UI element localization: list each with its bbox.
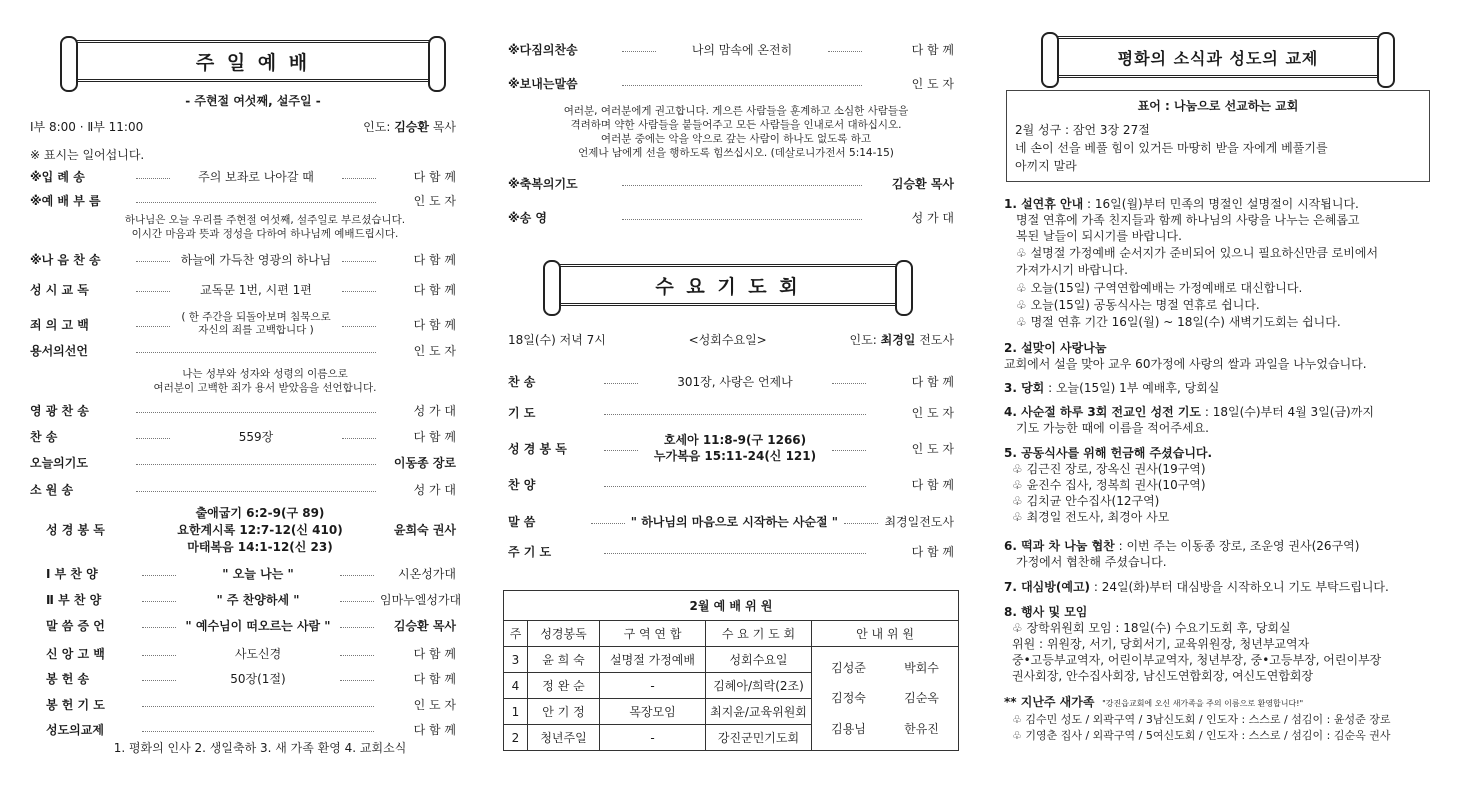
call-note-2: 이시간 마음과 뜻과 정성을 다하여 하나님께 예배드립시다. <box>131 228 399 240</box>
order-role: 인 도 자 <box>911 406 954 420</box>
wednesday-title: 수 요 기 도 회 <box>549 264 907 306</box>
new-family-head: ** 지난주 새가족 "강진읍교회에 오신 새가족을 주의 이름으로 환영합니다!" <box>1004 695 1304 709</box>
order-row <box>30 342 456 359</box>
order-row <box>46 565 456 582</box>
dot-leader <box>136 178 170 179</box>
dot-leader <box>142 575 176 576</box>
duty-reader: 정 완 순 <box>528 673 600 699</box>
order-content: " 예수님이 떠오르는 사람 " <box>185 619 331 633</box>
dot-leader <box>340 680 374 681</box>
order-role: 다 함 께 <box>413 672 456 686</box>
scripture-3: 마태복음 14:1-12(신 23) <box>187 540 333 554</box>
order-row <box>508 432 954 464</box>
order-label: 말 씀 증 언 <box>46 619 105 633</box>
order-label: 기 도 <box>508 406 536 420</box>
dot-leader <box>142 655 176 656</box>
dot-leader <box>604 414 866 415</box>
leader-name: 김승환 <box>394 120 429 134</box>
order-label: 성 경 봉 독 <box>508 441 567 456</box>
dot-leader <box>340 601 374 602</box>
order-label: 봉 헌 기 도 <box>46 698 105 712</box>
stand-note: ※ 표시는 일어섭니다. <box>30 148 145 162</box>
order-role: 성 가 대 <box>413 483 456 497</box>
duty-week: 4 <box>504 673 528 699</box>
dot-leader <box>342 326 376 327</box>
order-role: 인 도 자 <box>413 194 456 208</box>
dot-leader <box>622 219 862 220</box>
duty-district: - <box>600 673 706 699</box>
order-role: 다 함 께 <box>413 430 456 444</box>
dot-leader <box>142 731 374 732</box>
dot-leader <box>340 575 374 576</box>
order-content: 교독문 1번, 시편 1편 <box>200 283 312 297</box>
pardon-note-2: 여러분이 고백한 죄가 용서 받았음을 선언합니다. <box>153 382 377 394</box>
order-role: 다 함 께 <box>911 478 954 492</box>
dot-leader <box>136 291 170 292</box>
duty-header-reader: 성경봉독 <box>528 621 600 647</box>
news-item-1-line <box>1016 280 1302 297</box>
order-label: Ⅰ 부 찬 양 <box>46 567 98 581</box>
news-item-1-line <box>1016 297 1260 314</box>
order-row <box>30 402 456 419</box>
news-item-1-line <box>1016 228 1182 245</box>
news-item-1-text: ♧ 오늘(15일) 공동식사는 명절 연휴로 쉽니다. <box>1016 298 1260 312</box>
leader-title: 목사 <box>432 120 456 134</box>
scripture-2: 요한계시록 12:7-12(신 410) <box>177 523 343 537</box>
duty-wednesday: 최지윤/교육위원회 <box>706 699 812 725</box>
order-row <box>46 645 456 662</box>
order-content: 559장 <box>238 430 274 444</box>
order-row <box>46 696 456 713</box>
news-item-1-line <box>1016 245 1378 262</box>
usher-a-3: 김용님 <box>831 721 866 736</box>
news-item-1-text: 가져가시기 바랍니다. <box>1016 263 1128 277</box>
order-role: 김승환 목사 <box>891 177 954 191</box>
order-label: 찬 송 <box>30 430 58 444</box>
dot-leader <box>622 85 862 86</box>
news-item-5-head: 5. 공동식사를 위해 헌금해 주셨습니다. <box>1004 446 1213 460</box>
usher-b-3: 한유진 <box>904 721 939 736</box>
duty-week: 3 <box>504 647 528 673</box>
order-content-line: 호세아 11:8-9(구 1266) <box>663 433 807 447</box>
dot-leader <box>591 523 625 524</box>
usher-b-2: 김순옥 <box>904 691 939 706</box>
order-label: ※예 배 부 름 <box>30 194 101 208</box>
order-label: 성도의교제 <box>46 723 104 737</box>
dot-leader <box>832 450 866 451</box>
usher-a-2: 김정숙 <box>831 691 866 706</box>
news-item-4-text: 기도 가능한 때에 이름을 적어주세요. <box>1016 421 1209 435</box>
order-role: 김승환 목사 <box>393 619 456 633</box>
order-role: 다 함 께 <box>413 253 456 267</box>
dot-leader <box>342 261 376 262</box>
order-role: 다 함 께 <box>413 647 456 661</box>
dot-leader <box>136 261 170 262</box>
order-row <box>508 404 954 421</box>
service-times: Ⅰ부 8:00 · Ⅱ부 11:00 <box>30 120 144 134</box>
duty-district: - <box>600 725 706 751</box>
sending-text-2: 격려하며 약한 사람들을 붙들어주고 모든 사람들을 인내로서 대하십시오. <box>570 119 902 131</box>
duty-header-district: 구 역 연 합 <box>600 621 706 647</box>
order-role: 다 함 께 <box>911 375 954 389</box>
order-row <box>46 721 456 738</box>
duty-title: 2월 예 배 위 원 <box>504 591 959 621</box>
duty-table <box>503 590 959 751</box>
order-row <box>508 543 954 560</box>
news-item-5-c: ♧ 김치균 안수집사(12구역) <box>1012 494 1160 508</box>
usher-b-1: 박회수 <box>904 661 939 676</box>
order-row <box>30 192 456 209</box>
motto: 표어 : 나눔으로 선교하는 교회 <box>1137 99 1299 113</box>
leader-label: 인도: <box>363 120 391 134</box>
scripture-label: 성 경 봉 독 <box>46 523 105 537</box>
order-role: 인 도 자 <box>413 698 456 712</box>
sunday-time-row <box>30 118 456 135</box>
dot-leader <box>142 601 176 602</box>
order-label: 말 씀 <box>508 515 536 529</box>
order-row <box>30 454 456 471</box>
order-row <box>46 670 456 687</box>
dot-leader <box>844 523 878 524</box>
dot-leader <box>340 627 374 628</box>
sending-text-3: 여러분 중에는 악을 악으로 갚는 사람이 하나도 없도록 하고 <box>600 133 872 145</box>
dot-leader <box>136 464 376 465</box>
news-title: 평화의 소식과 성도의 교제 <box>1047 36 1389 78</box>
news-item-8-b: 위원 : 위원장, 서기, 당회서기, 교육위원장, 청년부교역자 <box>1012 637 1310 651</box>
news-item-1-line <box>1004 196 1359 213</box>
sending-text-1: 여러분, 여러분에게 권고합니다. 게으른 사람들을 훈계하고 소심한 사람들을 <box>563 105 909 117</box>
order-row <box>508 373 954 390</box>
order-row <box>30 311 456 337</box>
order-role: 다 함 께 <box>413 170 456 184</box>
news-item-5-d: ♧ 최경일 전도사, 최경아 사모 <box>1012 510 1170 524</box>
order-label: ※보내는말씀 <box>508 77 578 91</box>
order-row <box>30 251 456 268</box>
news-item-6: 6. 떡과 차 나눔 협찬 : 이번 주는 이동종 장로, 조운영 권사(26구역) <box>1004 539 1360 553</box>
order-role: 인 도 자 <box>413 344 456 358</box>
order-role: 인 도 자 <box>911 441 954 456</box>
dot-leader <box>142 706 374 707</box>
dot-leader <box>622 51 656 52</box>
order-label: 성 시 교 독 <box>30 283 89 297</box>
order-row <box>30 428 456 445</box>
dot-leader <box>604 450 638 451</box>
order-label: ※축복의기도 <box>508 177 578 191</box>
sending-text-4: 언제나 남에게 선을 행하도록 힘쓰십시오. (데살로니가전서 5:14-15) <box>578 147 894 159</box>
order-content-line: 누가복음 15:11-24(신 121) <box>653 449 817 463</box>
duty-wednesday: 성회수요일 <box>706 647 812 673</box>
order-row <box>508 41 954 58</box>
order-role: 임마누엘성가대 <box>380 593 462 607</box>
news-item-5-b: ♧ 윤진수 집사, 정복희 권사(10구역) <box>1012 478 1206 492</box>
order-label: Ⅱ 부 찬 양 <box>46 593 102 607</box>
order-content: " 오늘 나는 " <box>222 567 294 581</box>
order-role: 다 함 께 <box>413 723 456 737</box>
duty-header-wednesday: 수 요 기 도 회 <box>706 621 812 647</box>
news-item-1-text: 복된 날들이 되시기를 바랍니다. <box>1016 229 1182 243</box>
news-item-1-text: ♧ 설명절 가정예배 순서지가 준비되어 있으니 필요하신만큼 로비에서 <box>1016 246 1379 260</box>
order-label: 찬 양 <box>508 478 536 492</box>
duty-ushers-cell <box>812 647 959 751</box>
dot-leader <box>136 352 376 353</box>
dot-leader <box>142 627 176 628</box>
news-item-1-line <box>1016 262 1128 279</box>
order-label: 죄 의 고 백 <box>30 317 89 332</box>
news-item-1-head: 1. 설연휴 안내 <box>1004 197 1084 211</box>
news-item-1-text: ♧ 오늘(15일) 구역연합예배는 가정예배로 대신합니다. <box>1016 281 1303 295</box>
news-item-1-line <box>1016 212 1360 229</box>
dot-leader <box>604 383 638 384</box>
dot-leader <box>136 202 376 203</box>
order-row <box>30 481 456 498</box>
pardon-note-1: 나는 성부와 성자와 성령의 이름으로 <box>182 368 348 380</box>
duty-reader: 윤 희 숙 <box>528 647 600 673</box>
order-label: ※나 음 찬 송 <box>30 253 101 267</box>
dot-leader <box>832 383 866 384</box>
news-item-2-head: 2. 설맞이 사랑나눔 <box>1004 341 1107 355</box>
dot-leader <box>342 178 376 179</box>
dot-leader <box>136 491 376 492</box>
order-role: 최경일전도사 <box>884 515 954 529</box>
order-content: 나의 맘속에 온전히 <box>691 43 793 57</box>
order-label: ※송 영 <box>508 211 548 225</box>
duty-district: 목장모임 <box>600 699 706 725</box>
order-role: 인 도 자 <box>911 77 954 91</box>
dot-leader <box>622 185 862 186</box>
order-content: " 주 찬양하세 " <box>216 593 300 607</box>
order-row <box>508 513 954 530</box>
dot-leader <box>604 486 866 487</box>
order-label: 영 광 찬 송 <box>30 404 89 418</box>
order-label: 오늘의기도 <box>30 456 88 470</box>
wednesday-leader-title: 전도사 <box>919 333 954 347</box>
order-role: 성 가 대 <box>911 211 954 225</box>
order-label: 찬 송 <box>508 375 536 389</box>
order-content: 50장(1절) <box>230 672 286 686</box>
duty-wednesday: 강진군민기도회 <box>706 725 812 751</box>
order-label: ※입 례 송 <box>30 170 85 184</box>
order-role: 성 가 대 <box>413 404 456 418</box>
sunday-subtitle: - 주현절 여섯째, 설주일 - <box>185 94 321 108</box>
order-row <box>46 591 462 608</box>
news-item-6-text: 가정에서 협찬해 주셨습니다. <box>1016 555 1167 569</box>
dot-leader <box>136 326 170 327</box>
order-content: 301장, 사랑은 언제나 <box>677 375 793 389</box>
news-item-7: 7. 대심방(예고) : 24일(화)부터 대심방을 시작하오니 기도 부탁드립니다. <box>1004 580 1389 594</box>
new-family-1: ♧ 김수민 성도 / 외곽구역 / 3남신도회 / 인도자 : 스스로 / 섬김이 : 윤성준 장로 <box>1012 713 1391 726</box>
duty-header-week: 주 <box>504 621 528 647</box>
wednesday-time-row <box>508 331 954 348</box>
order-label: 신 앙 고 백 <box>46 647 105 661</box>
news-item-8-d: 권사회장, 안수집사회장, 남신도연합회장, 여신도연합회장 <box>1012 669 1314 683</box>
order-label: 소 원 송 <box>30 483 74 497</box>
dot-leader <box>136 412 376 413</box>
dot-leader <box>342 438 376 439</box>
order-content: 주의 보좌로 나아갈 때 <box>198 170 314 184</box>
wednesday-time: 18일(수) 저녁 7시 <box>508 333 606 347</box>
news-item-1-text: ♧ 명절 연휴 기간 16일(월) ~ 18일(수) 새벽기도회는 쉽니다. <box>1016 315 1341 329</box>
duty-week: 1 <box>504 699 528 725</box>
scripture-1: 출애굽기 6:2-9(구 89) <box>195 506 325 520</box>
order-role: 다 함 께 <box>413 283 456 297</box>
wednesday-leader-label: 인도: <box>849 333 877 347</box>
order-row <box>508 175 954 192</box>
order-row <box>508 209 954 226</box>
order-content: 사도신경 <box>234 647 282 661</box>
dot-leader <box>340 655 374 656</box>
news-item-4: 4. 사순절 하루 3회 전교인 성전 기도 : 18일(수)부터 4월 3일(금)까지 <box>1004 405 1374 419</box>
dot-leader <box>142 680 176 681</box>
order-row <box>30 281 456 298</box>
fellowship-note: 1. 평화의 인사 2. 생일축하 3. 새 가족 환영 4. 교회소식 <box>113 741 407 755</box>
news-item-3: 3. 당회 : 오늘(15일) 1부 예배후, 당회실 <box>1004 381 1220 395</box>
usher-a-1: 김성준 <box>831 661 866 676</box>
order-row <box>508 75 954 92</box>
order-label: 용서의선언 <box>30 344 88 358</box>
order-role: 다 함 께 <box>911 43 954 57</box>
order-label: 봉 헌 송 <box>46 672 90 686</box>
duty-district: 설명절 가정예배 <box>600 647 706 673</box>
wednesday-leader-name: 최경일 <box>880 333 916 347</box>
scripture-reader: 윤희숙 권사 <box>393 523 456 537</box>
order-role: 시온성가대 <box>398 567 456 581</box>
dot-leader <box>342 291 376 292</box>
wednesday-theme: <성회수요일> <box>688 333 767 347</box>
call-note-1: 하나님은 오늘 우리를 주현절 여섯째, 설주일로 부르셨습니다. <box>124 214 406 226</box>
order-content: 하늘에 가득찬 영광의 하나님 <box>180 253 332 267</box>
dot-leader <box>604 553 866 554</box>
order-row <box>508 476 954 493</box>
news-item-8-a: ♧ 장학위원회 모임 : 18일(수) 수요기도회 후, 당회실 <box>1012 621 1291 635</box>
verse-line-2: 아끼지 말라 <box>1015 159 1077 173</box>
dot-leader <box>828 51 862 52</box>
news-item-8-c: 중•고등부교역자, 어린이부교역자, 청년부장, 중•고등부장, 어린이부장 <box>1012 653 1382 667</box>
news-item-2-text: 교회에서 설을 맞아 교우 60가정에 사랑의 쌀과 과일을 나누었습니다. <box>1004 357 1367 371</box>
verse-ref: 2월 성구 : 잠언 3장 27절 <box>1015 123 1150 137</box>
news-item-1-text: 명절 연휴에 가족 친지들과 함께 하나님의 사랑을 나누는 은혜롭고 <box>1016 213 1360 227</box>
sunday-service-title: 주 일 예 배 <box>66 40 440 82</box>
order-content: ( 한 주간을 되돌아보며 침묵으로 자신의 죄를 고백합니다 ) <box>181 311 331 336</box>
news-item-1-text: : 16일(월)부터 민족의 명절인 설명절이 시작됩니다. <box>1083 197 1359 211</box>
duty-header-ushers: 안 내 위 원 <box>812 621 959 647</box>
duty-wednesday: 김혜아/희락(2조) <box>706 673 812 699</box>
duty-week: 2 <box>504 725 528 751</box>
order-role: 다 함 께 <box>911 545 954 559</box>
order-content <box>644 432 826 464</box>
new-family-2: ♧ 기영춘 집사 / 외곽구역 / 5여신도회 / 인도자 : 스스로 / 섬김이 : 김순옥 권사 <box>1012 729 1391 742</box>
order-content: " 하나님의 마음으로 시작하는 사순절 " <box>630 515 839 529</box>
motto-box <box>1006 90 1430 182</box>
news-item-5-a: ♧ 김근진 장로, 장옥신 권사(19구역) <box>1012 462 1206 476</box>
order-role: 다 함 께 <box>413 317 456 332</box>
order-row <box>30 168 456 185</box>
order-label: ※다짐의찬송 <box>508 43 578 57</box>
duty-reader: 청년주일 <box>528 725 600 751</box>
duty-reader: 안 기 정 <box>528 699 600 725</box>
order-role: 이동종 장로 <box>393 456 456 470</box>
order-row <box>46 617 456 634</box>
dot-leader <box>136 438 170 439</box>
verse-line-1: 네 손이 선을 베풀 힘이 있거든 마땅히 받을 자에게 베풀기를 <box>1015 141 1328 155</box>
order-label: 주 기 도 <box>508 545 552 559</box>
news-item-8-head: 8. 행사 및 모임 <box>1004 605 1088 619</box>
news-item-1-line <box>1016 314 1341 331</box>
